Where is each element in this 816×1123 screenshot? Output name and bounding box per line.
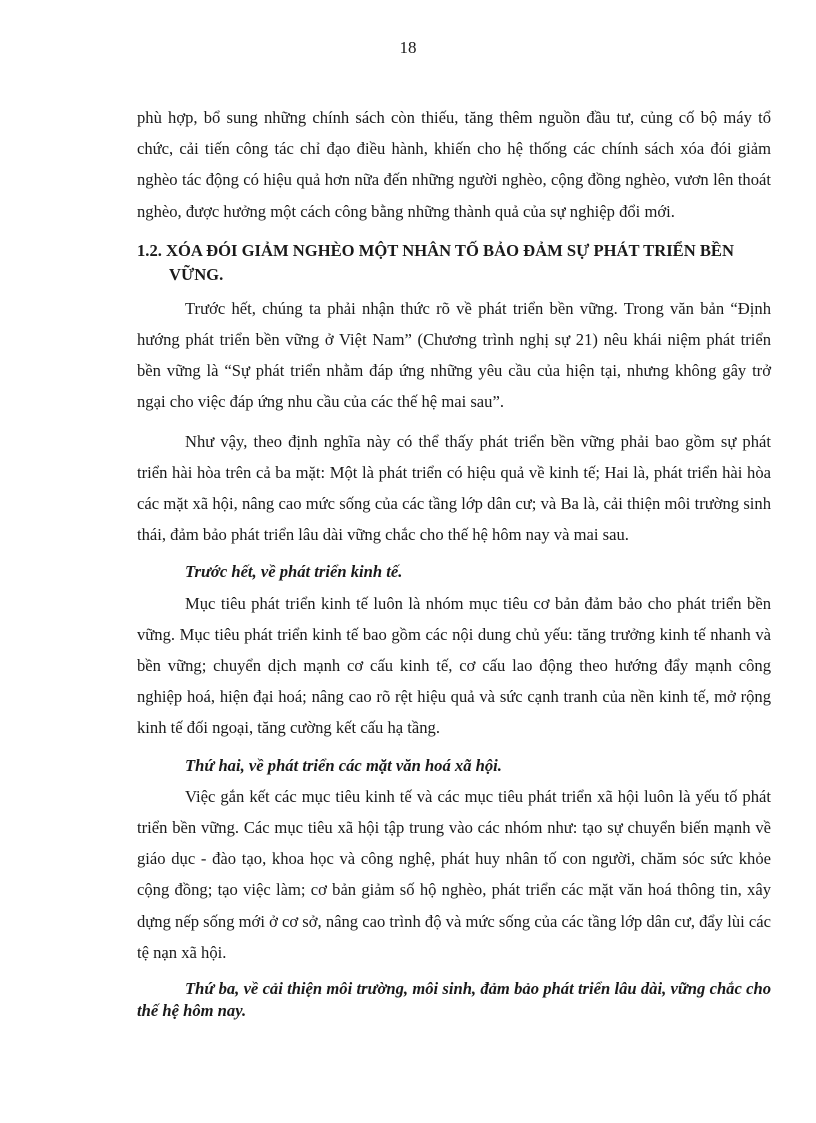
document-body (137, 102, 771, 1022)
subheading-environment: Thứ ba, về cải thiện môi trường, môi sinh, đảm bảo phát triển lâu dài, vững chắc cho thế hệ hôm nay. (137, 979, 771, 1021)
paragraph-continuation: phù hợp, bổ sung những chính sách còn thiếu, tăng thêm nguồn đầu tư, củng cố bộ máy tổ chức, cải tiến công tác chỉ đạo điều hành, khiến cho hệ thống các chính sách xóa đói giảm nghèo tác động có hiệu quả hơn nữa đến những người nghèo, cộng đồng nghèo, vươn lên thoát nghèo, được hưởng một cách công bằng những thành quả của sự nghiệp đổi mới. (137, 108, 771, 221)
paragraph-social: Việc gắn kết các mục tiêu kinh tế và các mục tiêu phát triển xã hội luôn là yếu tố phát triển bền vững. Các mục tiêu xã hội tập trung vào các nhóm như: tạo sự chuyển biến mạnh về giáo dục - đào tạo, khoa học và công nghệ, phát huy nhân tố con người, chăm sóc sức khỏe cộng đồng; tạo việc làm; cơ bản giảm số hộ nghèo, phát triển các mặt văn hoá thông tin, xây dựng nếp sống mới ở cơ sở, nâng cao trình độ và mức sống của các tầng lớp dân cư, đẩy lùi các tệ nạn xã hội. (137, 786, 771, 962)
subheading-social: Thứ hai, về phát triển các mặt văn hoá xã hội. (185, 755, 502, 775)
paragraph-definition: Trước hết, chúng ta phải nhận thức rõ về phát triển bền vững. Trong văn bản “Định hướng phát triển bền vững ở Việt Nam” (Chương trình nghị sự 21) nêu khái niệm phát triển bền vững là “Sự phát triển nhằm đáp ứng những yêu cầu của hiện tại, nhưng không gây trở ngại cho việc đáp ứng nhu cầu của các thế hệ mai sau”. (137, 298, 771, 412)
subheading-economic: Trước hết, về phát triển kinh tế. (185, 562, 403, 582)
paragraph-economic: Mục tiêu phát triển kinh tế luôn là nhóm mục tiêu cơ bản đảm bảo cho phát triển bền vững. Mục tiêu phát triển kinh tế bao gồm các nội dung chủ yếu: tăng trưởng kinh tế nhanh và bền vững; chuyển dịch mạnh cơ cấu kinh tế, cơ cấu lao động theo hướng đẩy mạnh công nghiệp hoá, hiện đại hoá; nâng cao rõ rệt hiệu quả và sức cạnh tranh của nền kinh tế, mở rộng kinh tế đối ngoại, tăng cường kết cấu hạ tầng. (137, 593, 771, 738)
section-heading: 1.2. XÓA ĐÓI GIẢM NGHÈO MỘT NHÂN TỐ BẢO ĐẢM SỰ PHÁT TRIỂN BỀN VỮNG. (137, 240, 734, 284)
page-number: 18 (399, 38, 417, 57)
paragraph-three-aspects: Như vậy, theo định nghĩa này có thể thấy phát triển bền vững phải bao gồm sự phát triển hài hòa trên cả ba mặt: Một là phát triển có hiệu quả về kinh tế; Hai là, phát triển hài hòa các mặt xã hội, nâng cao mức sống của các tầng lớp dân cư; và Ba là, cải thiện môi trường sinh thái, đảm bảo phát triển lâu dài vững chắc cho thế hệ hôm nay và mai sau. (137, 431, 771, 545)
